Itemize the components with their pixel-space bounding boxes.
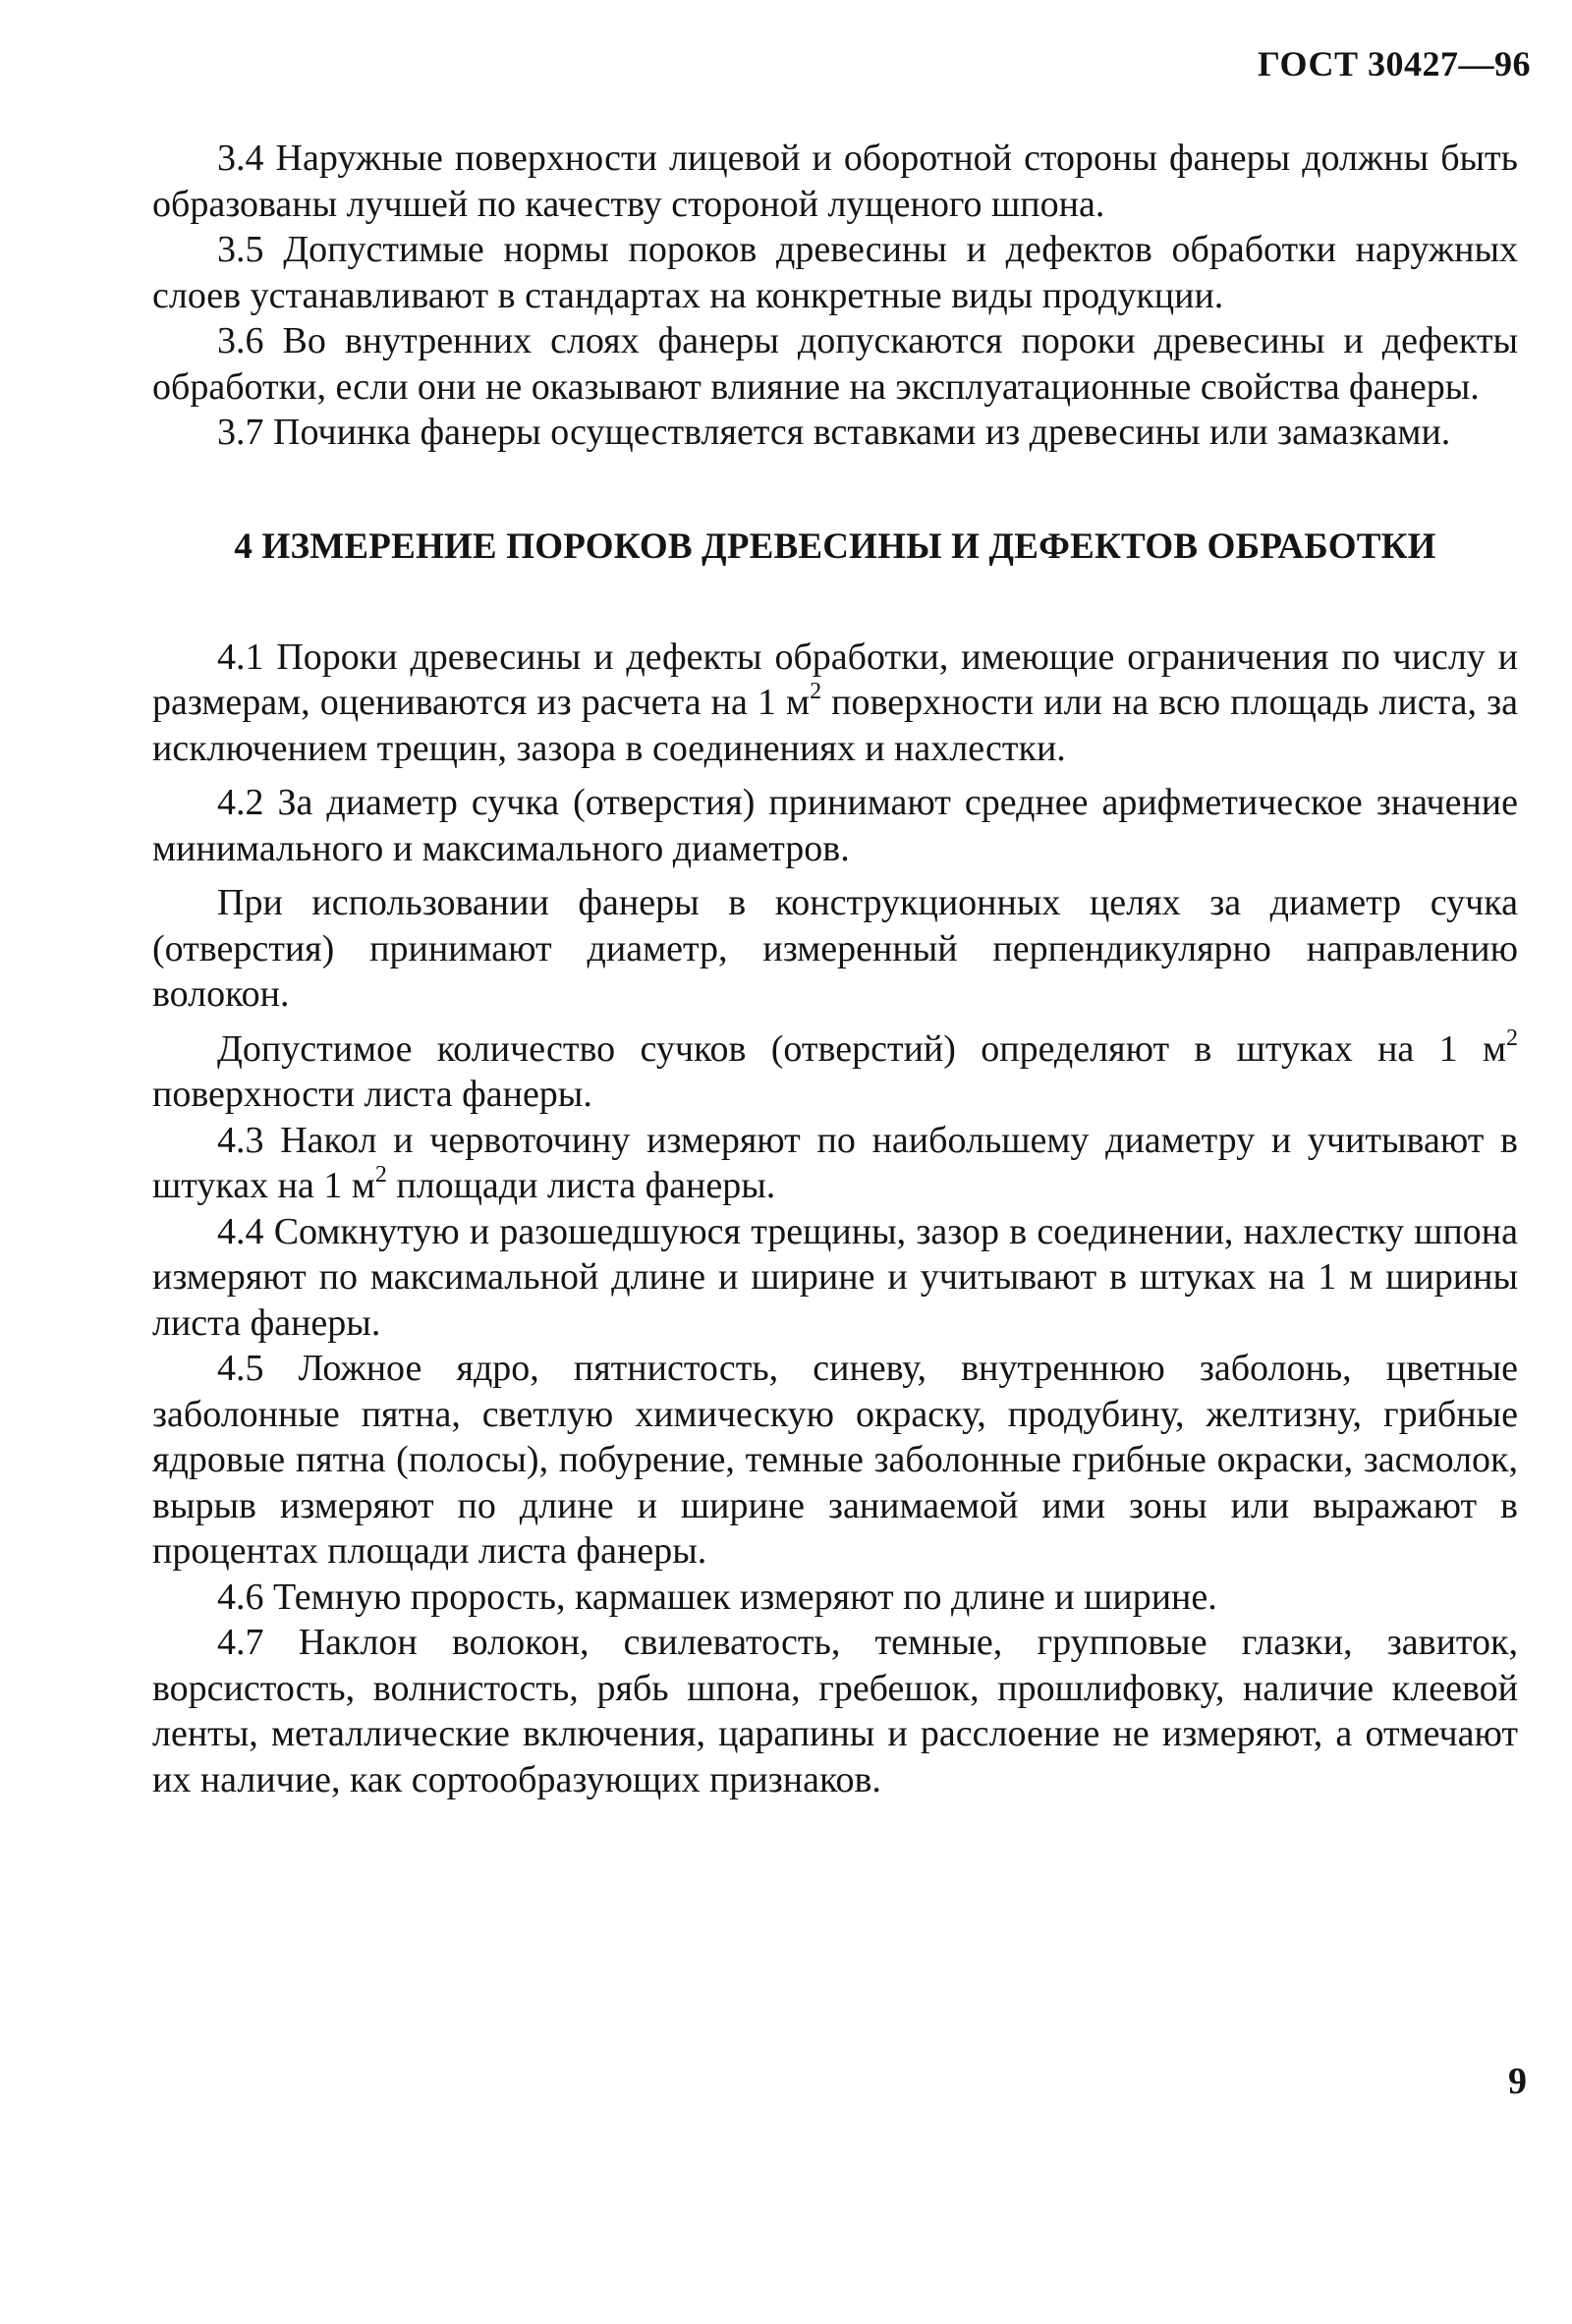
superscript-square: 2 xyxy=(1506,1024,1518,1051)
paragraph-4-3-text-b: площади листа фанеры. xyxy=(386,1165,776,1206)
paragraph-3-6: 3.6 Во внутренних слоях фанеры допускаются пороки древесины и дефекты обработки, если они не оказывают влияние на эксплуатационные свойства фанеры. xyxy=(152,320,1518,408)
paragraph-4-2-count-text-b: поверхности листа фанеры. xyxy=(152,1074,592,1115)
superscript-square: 2 xyxy=(374,1162,387,1188)
paragraph-4-4: 4.4 Сомкнутую и разошедшуюся трещины, зазор в соединении, нахлестку шпона измеряют по максимальной длине и ширине и учитывают в штуках на 1 м ширины листа фанеры. xyxy=(152,1210,1518,1344)
section-4-heading: 4 ИЗМЕРЕНИЕ ПОРОКОВ ДРЕВЕСИНЫ И ДЕФЕКТОВ ОБРАБОТКИ xyxy=(234,526,1436,567)
paragraph-4-2-count-text-a: Допустимое количество сучков (отверстий) определяют в штуках на 1 м xyxy=(217,1027,1506,1070)
standard-code-header: ГОСТ 30427—96 xyxy=(1258,44,1531,83)
paragraph-4-2: 4.2 За диаметр сучка (отверстия) принимают среднее арифметическое значение минимального и максимального диаметров. xyxy=(152,782,1518,869)
paragraph-4-1-text-b: поверхности или на всю площадь листа, за исключением трещин, зазора в соединениях и нахлестки. xyxy=(152,682,1518,769)
paragraph-4-6: 4.6 Темную прорость, кармашек измеряют по длине и ширине. xyxy=(217,1576,1217,1618)
paragraph-4-2-construction: При использовании фанеры в конструкционных целях за диаметр сучка (отверстия) принимают диаметр, измеренный перпендикулярно направлению волокон. xyxy=(152,882,1518,1015)
page-content xyxy=(152,136,1518,1802)
paragraph-4-1 xyxy=(152,635,1518,772)
paragraph-4-3 xyxy=(152,1118,1518,1209)
page-number: 9 xyxy=(1508,2061,1527,2102)
paragraph-3-7: 3.7 Починка фанеры осуществляется вставками из древесины или замазками. xyxy=(217,412,1451,453)
superscript-square: 2 xyxy=(810,679,822,704)
paragraph-3-4: 3.4 Наружные поверхности лицевой и оборотной стороны фанеры должны быть образованы лучшей по качеству стороной лущеного шпона. xyxy=(152,138,1518,225)
paragraph-3-5: 3.5 Допустимые нормы пороков древесины и дефектов обработки наружных слоев устанавливают в стандартах на конкретные виды продукции. xyxy=(152,229,1518,316)
paragraph-4-2-count xyxy=(152,1026,1518,1118)
paragraph-4-7: 4.7 Наклон волокон, свилеватость, темные, групповые глазки, завиток, ворсистость, волнистость, рябь шпона, гребешок, прошлифовку, наличие клеевой ленты, металлические включения, царапины и расслоение не измеряют, а отмечают их наличие, как сортообразующих признаков. xyxy=(152,1622,1518,1800)
paragraph-4-1-text-a: 4.1 Пороки древесины и дефекты обработки, имеющие ограничения по числу и размерам, оцениваются из расчета на 1 м xyxy=(152,636,1518,723)
paragraph-4-3-text-a: 4.3 Накол и червоточину измеряют по наибольшему диаметру и учитывают в штуках на 1 м xyxy=(152,1119,1518,1206)
paragraph-4-5: 4.5 Ложное ядро, пятнистость, синеву, внутреннюю заболонь, цветные заболонные пятна, светлую химическую окраску, продубину, желтизну, грибные ядровые пятна (полосы), побурение, темные заболонные грибные окраски, засмолок, вырыв измеряют по длине и ширине занимаемой ими зоны или выражают в процентах площади листа фанеры. xyxy=(152,1348,1518,1572)
